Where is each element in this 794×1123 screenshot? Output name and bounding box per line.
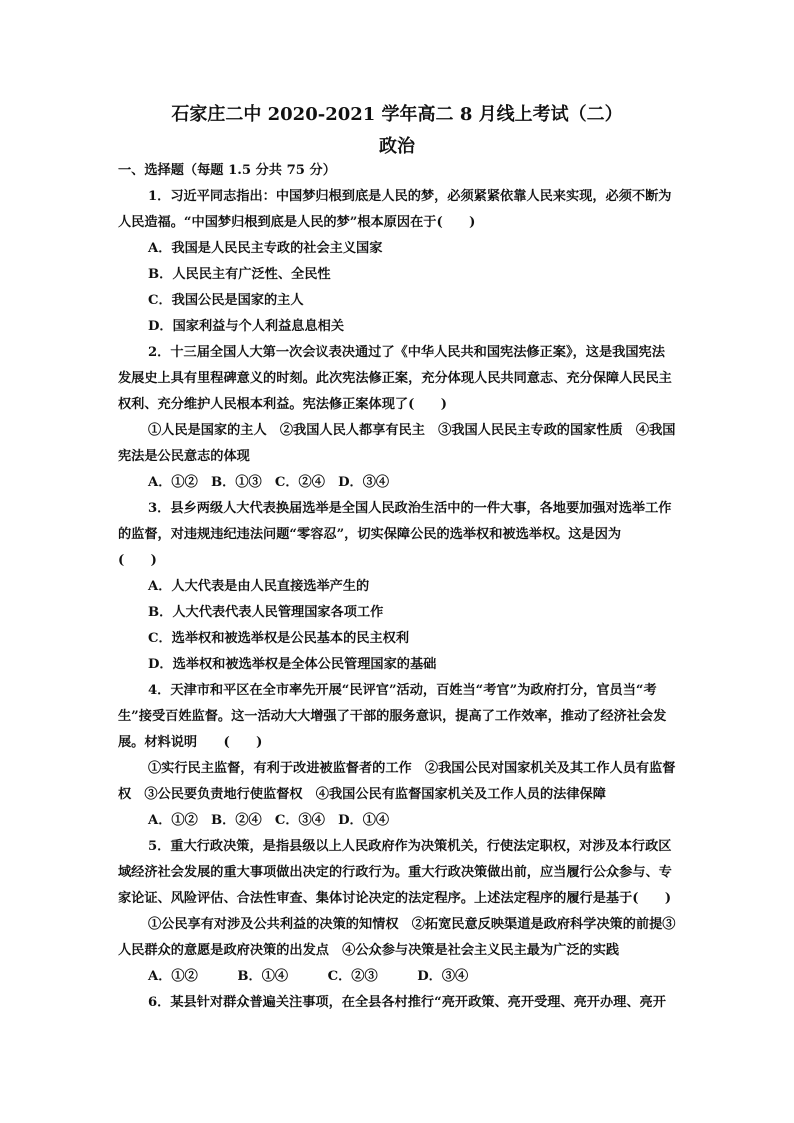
question-3-option-a: A．人大代表是由人民直接选举产生的	[148, 579, 370, 594]
question-6-stem: 6．某县针对群众普遍关注事项，在全县各村推行“亮开政策、亮开受理、亮开办理、亮开	[148, 995, 666, 1010]
question-3-option-c: C．选举权和被选举权是公民基本的民主权利	[148, 631, 410, 646]
question-1-stem: 1．习近平同志指出：中国梦归根到底是人民的梦，必须紧紧依靠人民来实现，必须不断为人民造福。“中国梦归根到底是人民的梦”根本原因在于( )	[118, 189, 672, 230]
question-1-option-d: D．国家利益与个人利益息息相关	[148, 319, 345, 334]
exam-content	[118, 158, 678, 1016]
question-4-answer-choices: A．①② B．②④ C．③④ D．①④	[148, 813, 390, 828]
question-2-answer-choices: A．①② B．①③ C．②④ D．③④	[148, 475, 390, 490]
section-heading: 一、选择题（每题 1.5 分共 75 分）	[118, 163, 336, 178]
question-1-option-c: C．我国公民是国家的主人	[148, 293, 304, 308]
question-5-statements: ①公民享有对涉及公共利益的决策的知情权 ②拓宽民意反映渠道是政府科学决策的前提③人民群众的意愿是政府决策的出发点 ④公众参与决策是社会主义民主最为广泛的实践	[118, 917, 676, 958]
question-1-option-b: B．人民民主有广泛性、全民性	[148, 267, 331, 282]
question-5-stem: 5．重大行政决策，是指县级以上人民政府作为决策机关，行使法定职权，对涉及本行政区域经济社会发展的重大事项做出决定的行政行为。重大行政决策做出前，应当履行公众参与、专家论证、风险评估、合法性审查、集体讨论决定的法定程序。上述法定程序的履行是基于( )	[118, 839, 672, 906]
question-1-option-a: A．我国是人民民主专政的社会主义国家	[148, 241, 383, 256]
question-3-option-b: B．人大代表代表人民管理国家各项工作	[148, 605, 384, 620]
exam-title: 石家庄二中 2020-2021 学年高二 8 月线上考试（二）	[171, 104, 623, 125]
question-5-answer-choices: A．①② B．①④ C．②③ D．③④	[148, 969, 469, 984]
exam-subject: 政治	[379, 136, 415, 157]
question-2-stem: 2．十三届全国人大第一次会议表决通过了《中华人民共和国宪法修正案》，这是我国宪法发展史上具有里程碑意义的时刻。此次宪法修正案，充分体现人民共同意志、充分保障人民民主权利、充分维护人民根本利益。宪法修正案体现了( )	[118, 345, 672, 412]
question-3-option-d: D．选举权和被选举权是全体公民管理国家的基础	[148, 657, 437, 672]
question-4-stem: 4．天津市和平区在全市率先开展“民评官”活动，百姓当“考官”为政府打分，官员当“考生”接受百姓监督。这一活动大大增强了干部的服务意识，提高了工作效率，推动了经济社会发展。材料说明 ( )	[118, 683, 667, 750]
question-2-statements: ①人民是国家的主人 ②我国人民人都享有民主 ③我国人民民主专政的国家性质 ④我国宪法是公民意志的体现	[118, 423, 676, 464]
question-3-stem: 3．县乡两级人大代表换届选举是全国人民政治生活中的一件大事，各地要加强对选举工作的监督，对违规违纪违法问题“零容忍”，切实保障公民的选举权和被选举权。这是因为 ( )	[118, 501, 672, 568]
question-4-statements: ①实行民主监督，有利于改进被监督者的工作 ②我国公民对国家机关及其工作人员有监督权 ③公民要负责地行使监督权 ④我国公民有监督国家机关及工作人员的法律保障	[118, 761, 676, 802]
